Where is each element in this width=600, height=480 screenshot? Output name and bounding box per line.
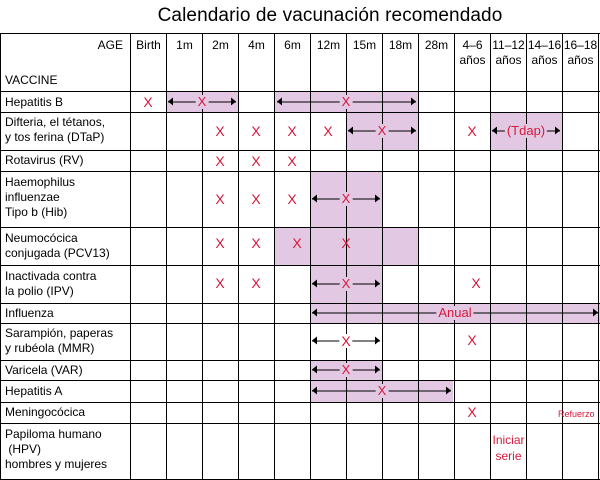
col-header-4m [238, 38, 275, 53]
vaccine-name-line: influenzae [5, 190, 60, 204]
grid-hline [0, 423, 600, 424]
dose-mark: X [251, 191, 261, 207]
col-header-line: 16–18 [563, 38, 598, 52]
col-header-birth [130, 38, 167, 53]
vaccine-name-line: hombres y mujeres [5, 457, 108, 471]
dose-mark: X [377, 123, 387, 138]
grid-vline [166, 33, 167, 480]
grid-hline [0, 380, 600, 381]
col-header-14-16 [526, 38, 563, 68]
grid-hline [0, 33, 600, 34]
col-header-line: 28m [424, 38, 449, 52]
grid-hline [0, 360, 600, 361]
vaccine-name-line: Papiloma humano [5, 427, 102, 441]
dose-mark: X [341, 333, 351, 349]
col-header-11-12 [490, 38, 527, 68]
dose-mark: X [251, 235, 261, 251]
vaccine-header: VACCINE [5, 73, 58, 87]
vaccine-meningococica [5, 405, 85, 420]
dose-mark: X [467, 332, 477, 348]
dose-mark: X [287, 123, 297, 139]
vaccine-ipv [5, 269, 96, 299]
iniciar-serie-label [490, 432, 527, 464]
grid-vline [130, 33, 131, 480]
col-header-line: 4m [248, 38, 265, 52]
vaccine-hepatitis-b [5, 95, 63, 110]
iniciar-line: Iniciar [492, 433, 525, 447]
col-header-line: 12m [316, 38, 341, 52]
col-header-line: Birth [136, 38, 161, 52]
page-title: Calendario de vacunación recomendado [157, 5, 503, 26]
vaccine-name-line: y tos ferina (DTaP) [5, 130, 105, 144]
vaccine-influenza [5, 306, 54, 321]
vaccine-name-line: Rotavirus (RV) [5, 153, 84, 167]
grid-hline [0, 402, 600, 403]
vaccine-mmr [5, 326, 113, 356]
vaccine-name-line: la polio (IPV) [5, 284, 74, 298]
age-header: AGE [97, 38, 123, 52]
dose-mark: X [341, 191, 351, 206]
grid-hline [0, 323, 600, 324]
dose-mark: X [143, 94, 153, 110]
vaccine-name-line: conjugada (PCV13) [5, 246, 110, 260]
dose-mark: X [341, 276, 351, 291]
col-header-line: años [459, 53, 486, 67]
grid-vline [526, 33, 527, 480]
col-header-line: 14–16 [527, 38, 562, 52]
grid-hline [0, 150, 600, 151]
vaccine-hpv [5, 427, 107, 472]
vaccine-name-line: Hepatitis B [5, 95, 64, 109]
col-header-4-6 [454, 38, 491, 68]
col-header-line: 11–12 [492, 38, 525, 52]
col-header-15m [346, 38, 383, 53]
vaccine-name-line: Neumocócica [5, 231, 78, 245]
vaccine-hib [5, 175, 75, 220]
dose-mark: X [251, 123, 261, 139]
tdap-label: (Tdap) [506, 123, 546, 138]
col-header-line: años [567, 53, 594, 67]
grid-hline [0, 227, 600, 228]
col-header-line: 1m [176, 38, 193, 52]
anual-label: Anual [438, 305, 472, 320]
dose-mark: X [215, 153, 225, 169]
dose-mark: X [287, 153, 297, 169]
grid-vline [0, 33, 1, 480]
col-header-2m [202, 38, 239, 53]
col-header-line: 18m [388, 38, 413, 52]
grid-hline [0, 91, 600, 92]
col-header-16-18 [562, 38, 599, 68]
col-header-12m [310, 38, 347, 53]
dose-mark: X [467, 404, 477, 420]
dose-mark: X [471, 275, 481, 291]
dose-mark: X [215, 191, 225, 207]
dose-mark: X [215, 123, 225, 139]
vaccine-name-line: Difteria, el tétanos, [5, 115, 106, 129]
col-header-line: 2m [212, 38, 229, 52]
grid-hline [0, 303, 600, 304]
col-header-line: años [495, 53, 522, 67]
vaccine-rotavirus [5, 153, 83, 168]
vaccine-name-line: Influenza [5, 306, 54, 320]
dose-mark: X [341, 235, 351, 251]
vaccine-hepatitis-a [5, 384, 62, 399]
vaccine-name-line: Inactivada contra [5, 269, 97, 283]
dose-mark: X [323, 123, 333, 139]
vaccine-name-line: Varicela (VAR) [5, 363, 83, 377]
dose-mark: X [287, 191, 297, 207]
dose-mark: X [292, 235, 302, 251]
grid-vline [274, 33, 275, 480]
col-header-line: años [531, 53, 558, 67]
vaccine-pcv [5, 231, 110, 261]
vaccine-name-line: Hepatitis A [5, 384, 63, 398]
dose-mark: X [197, 94, 207, 109]
grid-hline [0, 171, 600, 172]
grid-hline [0, 265, 600, 266]
col-header-6m [274, 38, 311, 53]
col-header-line: 6m [284, 38, 301, 52]
dose-mark: X [251, 275, 261, 291]
vaccine-name-line: Sarampión, paperas [5, 326, 114, 340]
vaccine-name-line: y rubéola (MMR) [5, 341, 95, 355]
vaccine-name-line: Haemophilus [5, 175, 76, 189]
vaccine-name-line: Tipo b (Hib) [5, 205, 68, 219]
dose-mark: X [251, 153, 261, 169]
vaccine-dtap [5, 115, 105, 145]
grid-vline [418, 33, 419, 480]
col-header-18m [382, 38, 419, 53]
refuerzo-label: Refuerzo [558, 409, 595, 419]
col-header-28m [418, 38, 455, 53]
vaccine-name-line: Meningocócica [5, 405, 86, 419]
vaccine-varicela [5, 363, 83, 378]
dose-mark: X [341, 362, 351, 377]
col-header-line: 15m [352, 38, 377, 52]
col-header-1m [166, 38, 203, 53]
grid-vline [238, 33, 239, 480]
dose-mark: X [215, 235, 225, 251]
grid-vline [490, 33, 491, 480]
dose-mark: X [341, 94, 351, 109]
dose-mark: X [215, 275, 225, 291]
grid-vline [454, 33, 455, 480]
dose-mark: X [467, 123, 477, 139]
col-header-line: 4–6 [462, 38, 483, 52]
grid-hline [0, 112, 600, 113]
vaccine-name-line: (HPV) [5, 442, 41, 456]
serie-line: serie [495, 449, 522, 463]
dose-mark: X [377, 383, 387, 398]
